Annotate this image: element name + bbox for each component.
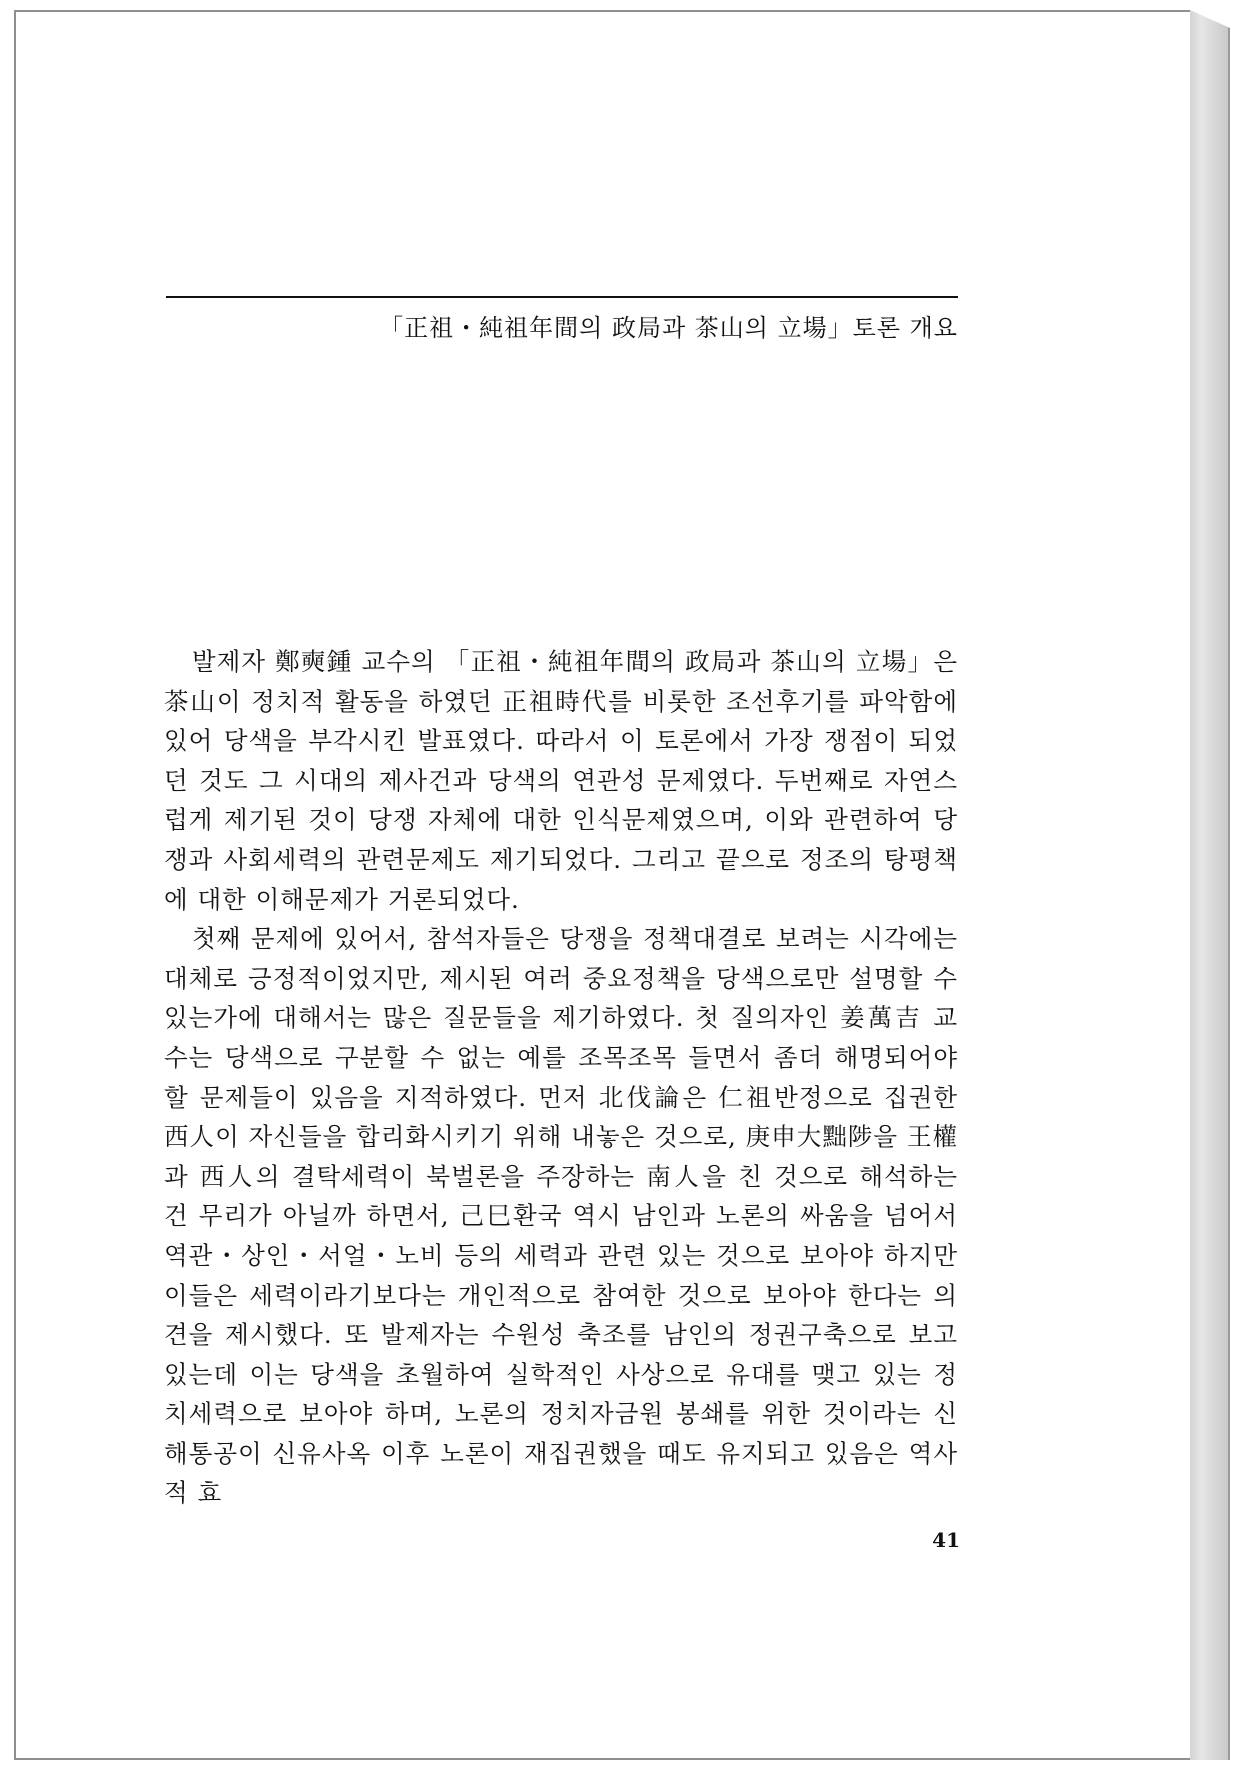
paragraph-2: 첫째 문제에 있어서, 참석자들은 당쟁을 정책대결로 보려는 시각에는 대체로 긍정적이었지만, 제시된 여러 중요정책을 당색으로만 설명할 수 있는가에 대해서는 많은 질문들을 제기하였다. 첫 질의자인 姜萬吉 교수는 당색으로 구분할 수 없는 예를 조목조목 들면서 좀더 해명되어야 할 문제들이 있음을 지적하였다. 먼저 北伐論은 仁祖반정으로 집권한 西人이 자신들을 합리화시키기 위해 내놓은 것으로, 庚申大黜陟을 王權과 西人의 결탁세력이 북벌론을 주장하는 南人을 친 것으로 해석하는 건 무리가 아닐까 하면서, 己巳환국 역시 남인과 노론의 싸움을 넘어서 역관・상인・서얼・노비 등의 세력과 관련 있는 것으로 보아야 하지만 이들은 세력이라기보다는 개인적으로 참여한 것으로 보아야 한다는 의견을 제시했다. 또 발제자는 수원성 축조를 남인의 정권구축으로 보고 있는데 이는 당색을 초월하여 실학적인 사상으로 유대를 맺고 있는 정치세력으로 보아야 하며, 노론의 정치자금원 봉쇄를 위한 것이라는 신해통공이 신유사옥 이후 노론이 재집권했을 때도 유지되고 있음은 역사적 효 xyxy=(164,924,958,1508)
page-number: 41 xyxy=(932,1528,960,1552)
page-stack-edge xyxy=(1190,10,1230,1760)
paragraph-1: 발제자 鄭奭鍾 교수의 「正祖・純祖年間의 政局과 茶山의 立場」은 茶山이 정치적 활동을 하였던 正祖時代를 비롯한 조선후기를 파악함에 있어 당색을 부각시킨 발표였다. 따라서 이 토론에서 가장 쟁점이 되었던 것도 그 시대의 제사건과 당색의 연관성 문제였다. 두번째로 자연스럽게 제기된 것이 당쟁 자체에 대한 인식문제였으며, 이와 관련하여 당쟁과 사회세력의 관련문제도 제기되었다. 그리고 끝으로 정조의 탕평책에 대한 이해문제가 거론되었다. xyxy=(164,647,958,914)
body-text xyxy=(164,642,958,1513)
running-head: 「正祖・純祖年間의 政局과 茶山의 立場」토론 개요 xyxy=(166,296,958,343)
